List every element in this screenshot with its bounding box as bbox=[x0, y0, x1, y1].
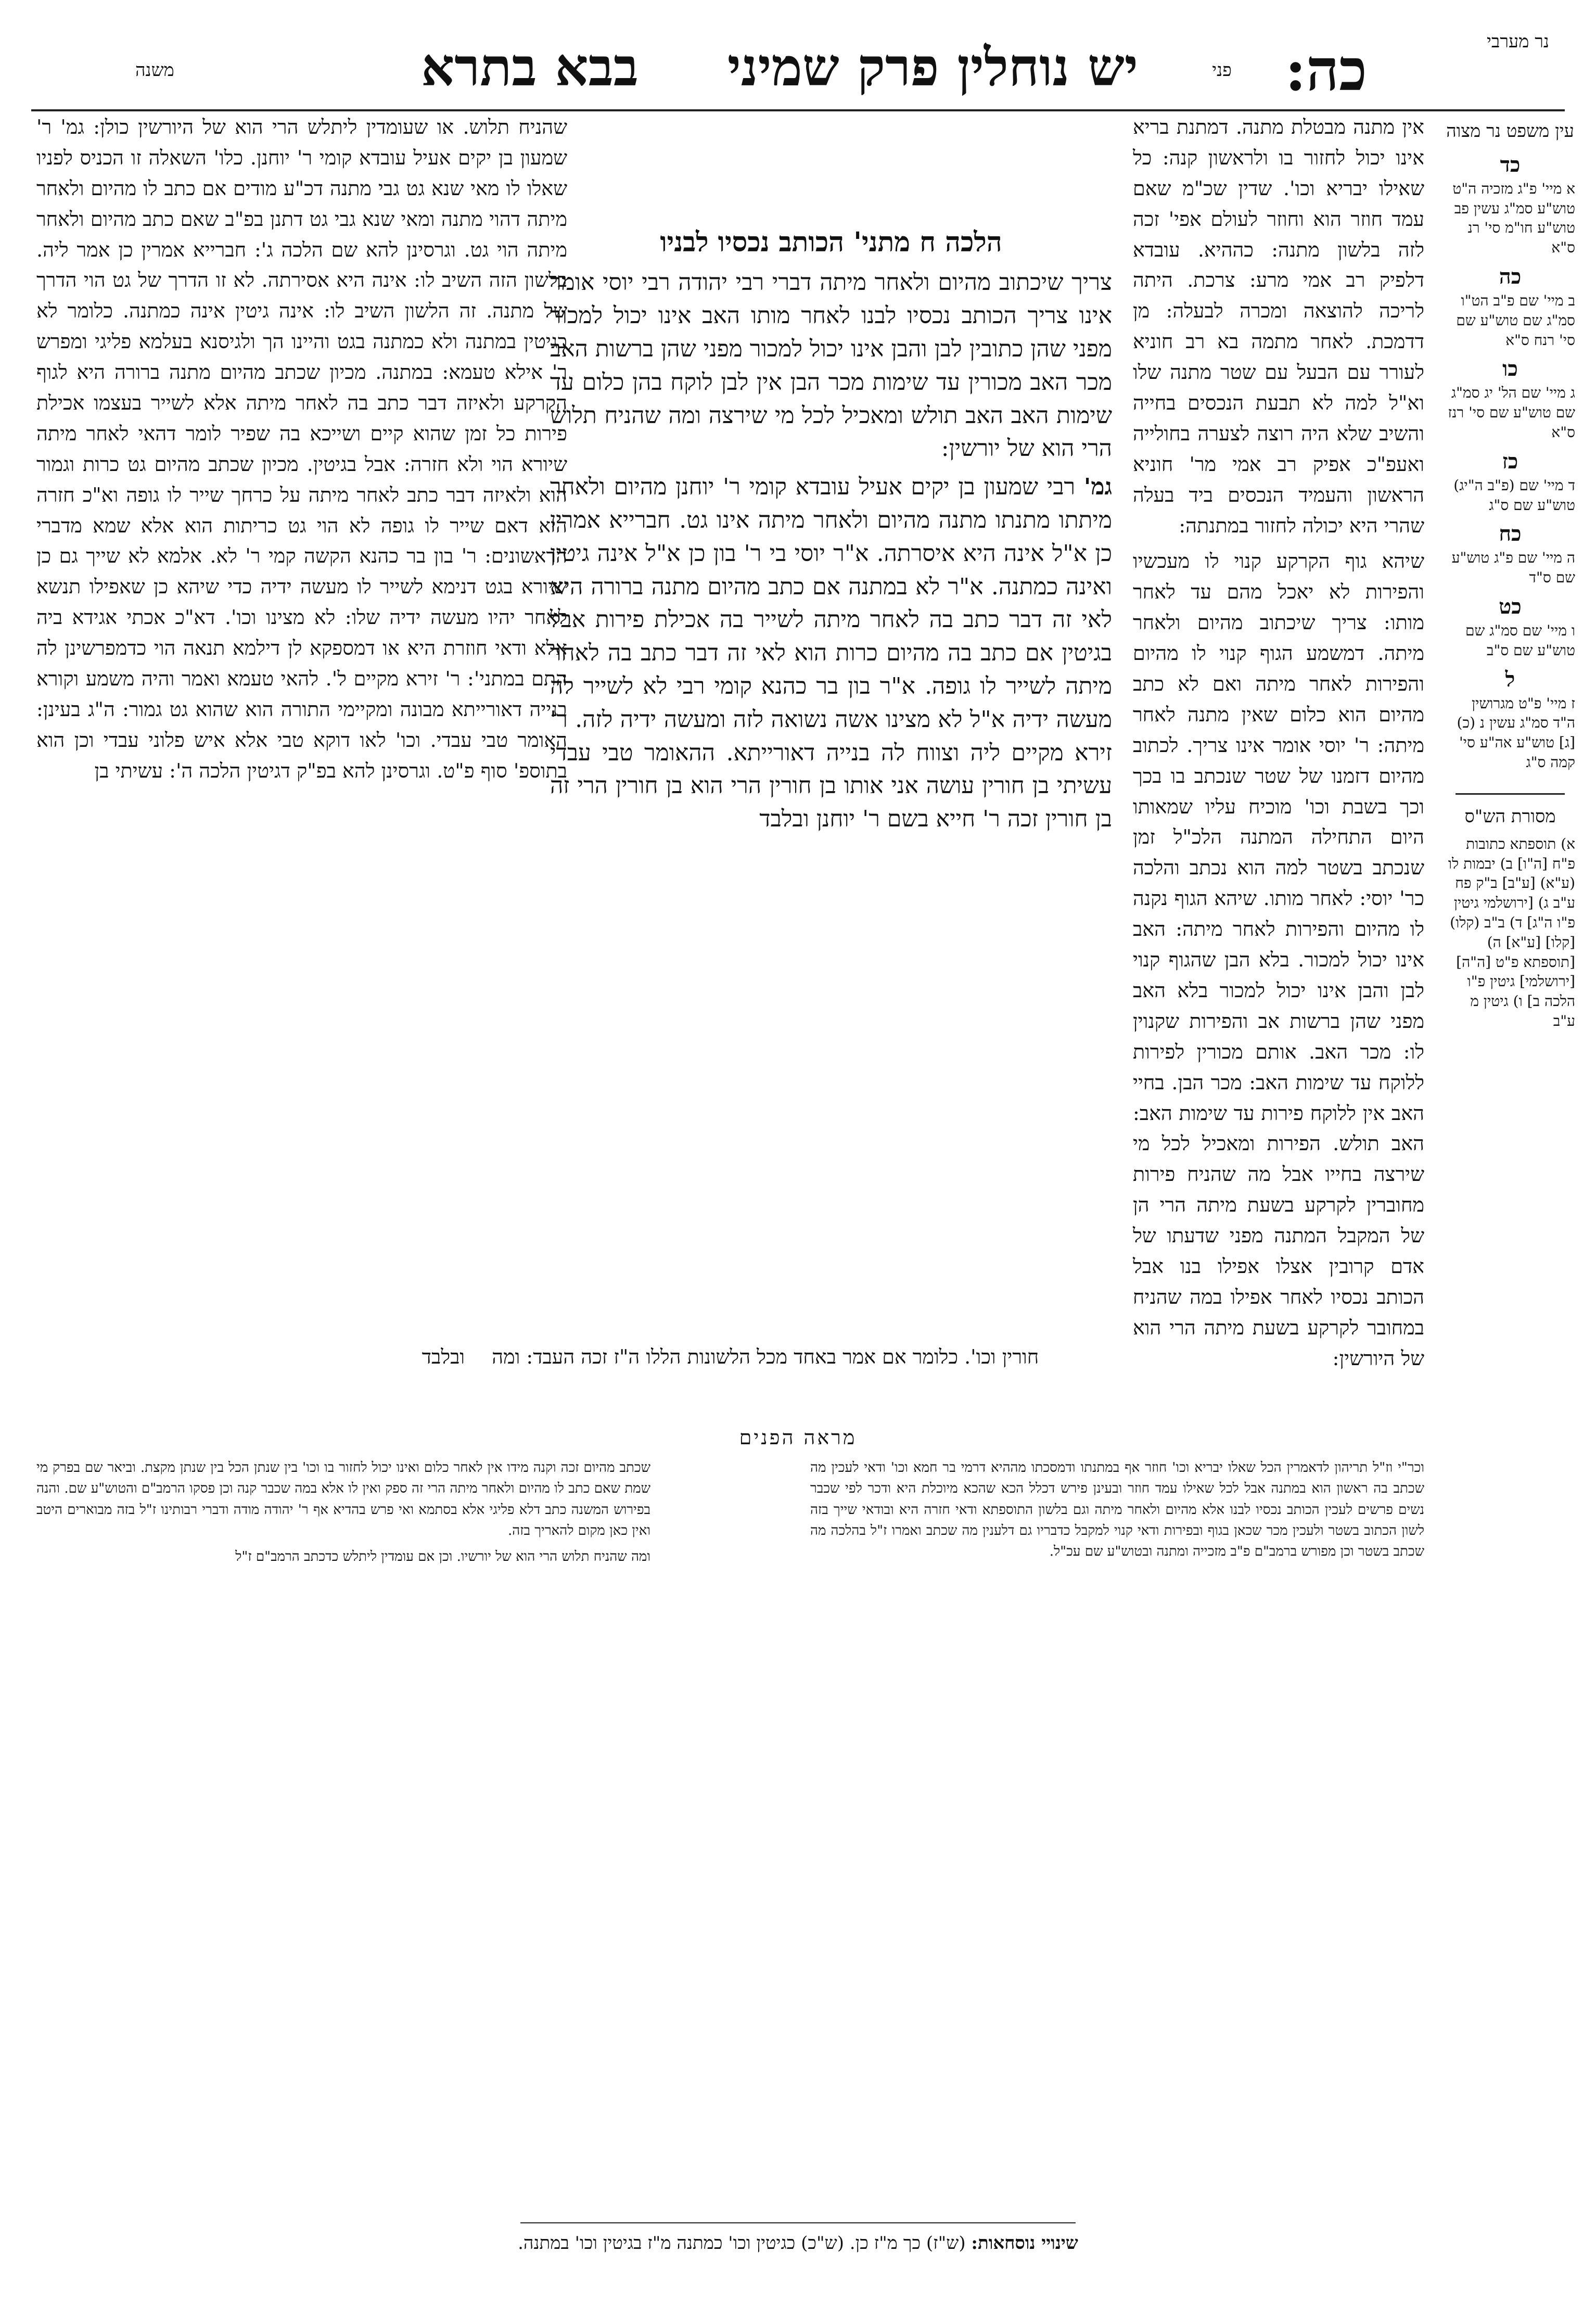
section-number: כו bbox=[1502, 357, 1518, 381]
page-header bbox=[31, 21, 1565, 120]
section-text: ד מיי' שם (פ"ב ה"יג) טוש"ע שם ס"ג bbox=[1453, 476, 1575, 514]
daf-number: כה: bbox=[1285, 36, 1367, 104]
section-number: ל bbox=[1505, 667, 1515, 692]
section-text: ג מיי' שם הל' יג סמ"ג שם טוש"ע שם סי' רנז ס"א bbox=[1448, 384, 1575, 441]
continuation-line bbox=[36, 1345, 1424, 1377]
lower-commentary-left bbox=[36, 1457, 650, 2134]
left-commentary-text: שהניח תלוש. או שעומדין ליתלש הרי הוא של היורשין כולן: גמ' ר' שמעון בן יקים אעיל עובדא קומי ר' יוחנן. כלו' השאלה זו הכניס לפניו שאלו לו מאי שנא גט גבי מתנה דכ"ע מודים אם כתב לו מהיום ולאחר מיתה דהוי מתנה ומאי שנא גבי גט דתנן בפ"ב שאם כתב מהיום ולאחר מיתה הוי גט. וגרסינן להא שם הלכה ג': חברייא אמרין כן אמר ליה. בלשון הזה השיב לו: אינה היא אסירתה. לא זו הדרך של גט הוי הדרך של מתנה. זה הלשון השיב לו: אינה גיטין אינה כמתנה. כלומר לא כגיטין במתנה ולא כמתנה בגט והיינו הך ולגיסנא בעלמא פליגי ומפרש ר' אילא טעמא: במתנה. מכיון שכתב מהיום מתנה ברורה היא לגוף הקרקע ולאיזה דבר כתב בה לאחר מיתה אלא לשייר בעצמו אכילת פירות כל זמן שהוא קיים ושייכא בה שפיר לומר דהאי לאחר מיתה שיורא הוי ולא חזרה: אבל בגיטין. מכיון שכתב מהיום גט כרות וגמור הוא ולאיזה דבר כתב לאחר מיתה על כרחך שייר לו גופה וא"כ חזרה היא דאם שייר לו גופה לא הוי גט כריתות הוא אלא שמא מדברי הראשונים: ר' בון בר כהנא הקשה קמי ר' לא. אלמא לא שייך גם כן שיורא בגט דנימא לשייר לו מעשה ידיה כדי שיהא כן שאפילו תנשא לאחר יהיו מעשה ידיה שלו: לא מצינו וכו'. דא"כ אכתי אגידא ביה אלא ודאי חוזרת היא או דמספקא לן דילמא תנאה הוי כדמפרשינן לה התם במתני': ר' זירא מקיים ל'. להאי טעמא ואמר והיה משמע וקורא בנייה דאורייתא מבונה ומקיימי התורה הוא שהוא גט גמור: ה"ג בעינן: האומר טבי עבדי. וכו' לאו דוקא טבי אלא איש פלוני עבדי וכן הוא בתוספ' סוף פ"ט. וגרסינן להא בפ"ק דגיטין הלכה ה': עשיתי בן bbox=[36, 116, 568, 782]
textual-variants-footnote bbox=[104, 2233, 1492, 2254]
chapter-title: יש נוחלין פרק שמיני bbox=[727, 36, 1138, 98]
gemara-heading: גמ' bbox=[1083, 474, 1112, 501]
mishna-text: צריך שיכתוב מהיום ולאחר מיתה דברי רבי יהודה רבי יוסי אומר אינו צריך הכותב נכסיו לבנו לאחר מותו האב אינו יכול למכור מפני שהן כתובין לבן והבן אינו יכול למכור מפני שהן ברשות האב מכר האב מכורין עד שימות מכר הבן אין לבן לוקח בהן כלום עד שימות האב האב תולש ומאכיל לכל מי שירצה ומה שהניח תלוש הרי הוא של יורשין: bbox=[550, 269, 1112, 462]
header-rule bbox=[31, 109, 1565, 111]
right-commentary-text: שיהא גוף הקרקע קנוי לו מעכשיו והפירות לא יאכל מהם עד לאחר מותו: צריך שיכתוב מהיום ולאחר מיתה. דמשמע הגוף קנוי לו מהיום והפירות לאחר מיתה ואם לא כתב מהיום הוא כלום שאין מתנה לאחר מיתה: ר' יוסי אומר אינו צריך. לכתוב מהיום דזמנו של שטר שנכתב בו בכך וכך בשבת וכו' מוכיח עליו שמאותו היום התחילה המתנה הלכ"ל זמן שנכתב בשטר למה הוא נכתב והלכה כר' יוסי: לאחר מותו. שיהא הגוף נקנה לו מהיום והפירות לאחר מיתה: האב אינו יכול למכור. בלא הבן שהגוף קנוי לבן והבן אינו יכול למכור בלא האב מפני שהן ברשות אב והפירות שקנוין לו: מכר האב. אותם מכורין לפירות ללוקח עד שימות האב: מכר הבן. בחיי האב אין ללוקח פירות עד שימות האב: האב תולש. הפירות ומאכיל לכל מי שירצה בחייו אבל מה שהניח פירות מחוברין לקרקע בשעת מיתה הרי הן של המקבל המתנה מפני שדעתו של אדם קרובין אצלו אפילו בנו אבל הכותב נכסיו לאחר אפילו במה שהניח במחובר לקרקע בשעת מיתה הרי הוא של היורשין: bbox=[1133, 550, 1424, 1370]
footnote-label: שינויי נוסחאות: bbox=[971, 2233, 1078, 2254]
sidebar-sections bbox=[1445, 151, 1575, 772]
sidebar-section bbox=[1445, 520, 1575, 588]
sidebar-top-label: נר מערבי bbox=[1487, 31, 1549, 52]
masoret-text: א) תוספתא כתובות פ"ח [ה"ו] ב) יבמות לו (ע"א) [ע"ב] ב"ק פח ע"ב ג) [ירושלמי גיטין פ"ו ה"ג] ד) ב"ב (קלו) [קלו] [ע"א] ה) [תוספתא פ"ט [ה"ה] [ירושלמי] גיטין פ"ו הלכה ב] ו) גיטין מ ע"ב bbox=[1448, 835, 1575, 1029]
sidebar-title: עין משפט נר מצוה bbox=[1446, 121, 1574, 142]
section-number: כח bbox=[1499, 521, 1522, 546]
section-text: א מיי' פ"ג מזכיה ה"ט טוש"ע סמ"ג עשין פב טוש"ע חו"מ סי' רנ ס"א bbox=[1452, 180, 1575, 257]
section-number: כז bbox=[1502, 449, 1518, 474]
amud-label: פני bbox=[1212, 60, 1232, 81]
section-text: ב מיי' שם פ"ב הט"ו סמ"ג שם טוש"ע שם סי' רנח ס"א bbox=[1456, 292, 1575, 349]
lower-left-text: שכתב מהיום זכה וקנה מידו אין לאחר כלום ואינו יכול לחזור בו וכו' בין שנתן הכל בין שנתן מקצת. וביאר שם בפרק מי שמת שאם כתב לו מהיום ולאחר מיתה הרי זה ספק ואין לו אלא במה שכבר קנה וכן פסקו הרמב"ם והטוש"ע שם. והנה בפירוש המשנה כתב דלא פליגי אלא בסתמא ואי פרש בהדיא אף ר' יהודה מודה ודברי רבותינו ז"ל בזה מבוארים היטב ואין כאן מקום להאריך בזה. bbox=[36, 1460, 650, 1538]
lower-left-end-text: ומה שהניח תלוש הרי הוא של יורשיו. וכן אם עומדין ליתלש כדכתב הרמב"ם ז"ל bbox=[235, 1549, 650, 1565]
right-commentary-column bbox=[1133, 112, 1424, 1370]
sidebar-section bbox=[1445, 263, 1575, 350]
section-text: ה מיי' שם פ"ג טוש"ע שם ס"ד bbox=[1451, 549, 1575, 587]
sidebar-section bbox=[1445, 448, 1575, 515]
masoret-title: מסורת הש"ס bbox=[1464, 806, 1556, 827]
section-number: כד bbox=[1500, 152, 1521, 177]
continuation-end-word: ובלבד bbox=[422, 1345, 465, 1368]
continuation-text: חורין וכו'. כלומר אם אמר באחד מכל הלשונות הללו ה"ז זכה העבד: ומה bbox=[492, 1345, 1039, 1368]
commentary-label: משנה bbox=[135, 60, 174, 81]
main-text-column bbox=[550, 219, 1112, 1327]
sidebar-section bbox=[1445, 666, 1575, 772]
section-text: ז מיי' פ"ט מגרושין ה"ד סמ"ג עשין נ (כ) [ג] טוש"ע אה"ע סי' קמה ס"ג bbox=[1457, 694, 1575, 771]
footnote-rule bbox=[520, 2222, 1076, 2223]
gemara-text: רבי שמעון בן יקים אעיל עובדא קומי ר' יוחנן מהיום ולאחר מיתתו מתנתו מתנה מהיום ולאחר מיתה אינו גט. חברייא אמרין כן א"ל אינה היא איסרתה. א"ר יוסי בי ר' בון כן א"ל אינה גיטין ואינה כמתנה. א"ר לא במתנה אם כתב מהיום מתנה ברורה היא לאי זה דבר כתב בה לאחר מיתה לשייר בה אכילת פירות אבל בגיטין אם כתב בה מהיום כרות הוא לאי זה דבר כתב בה לאחר מיתה לשייר לו גופה. א"ר בון בר כהנא קומי רבי לא לשייר לה מעשה ידיה א"ל לא מצינו אשה נשואה לזה ומעשה ידיה לזה. ר' זירא מקיים ליה וצווח לה בנייה דאורייתא. ההאומר טבי עבדי עשיתי בן חורין עושה אני אותו בן חורין הרי הוא בן חורין הרי זה בן חורין זכה ר' חייא בשם ר' יוחנן ובלבד bbox=[550, 474, 1112, 833]
marei-hapanim-title: מראה הפנים bbox=[739, 1426, 857, 1449]
section-number: כה bbox=[1499, 264, 1522, 289]
footnote-text: (ש"ז) כך מ"ז כן. (ש"כ) כגיטין וכו' כמתנה מ"ז בגיטין וכו' במתנה. bbox=[518, 2233, 966, 2254]
tractate-title: בבא בתרא bbox=[421, 36, 639, 98]
mishna-heading: הלכה ח מתני' הכותב נכסיו לבניו bbox=[660, 226, 1002, 258]
sidebar-divider bbox=[1455, 793, 1565, 795]
ein-mishpat-sidebar bbox=[1445, 120, 1575, 1366]
lower-commentary-right bbox=[810, 1457, 1424, 2134]
gemara-paragraph bbox=[550, 470, 1112, 836]
sidebar-section bbox=[1445, 593, 1575, 660]
right-commentary-top: אין מתנה מבטלת מתנה. דמתנת בריא אינו יכול לחזור בו ולראשון קנה: כל שאילו יבריא וכו'. שדין שכ"מ שאם עמד חוזר הוא וחוזר לעולם אפי' זכה לזה בלשון מתנה: כההיא. עובדא דלפיק רב אמי מרע: צרכת. היתה לריכה להוצאה ומכרה לבעלה: מן דדמכת. לאחר מתמה בא רב חוניא לעורר עם הבעל עם שטר מתנה שלו וא"ל למה לא תבעת הנכסים בחייה והשיב שלא היה רוצה לצערה בחולייה ואעפ"כ אפיק רב אמי מר' חוניא הראשון והעמיד הנכסים ביד בעלה שהרי היא יכולה לחזור במתנתה: bbox=[1133, 116, 1424, 537]
sidebar-section bbox=[1445, 151, 1575, 258]
sidebar-section bbox=[1445, 355, 1575, 442]
section-text: ו מיי' שם סמ"ג שם טוש"ע שם ס"ב bbox=[1465, 622, 1575, 659]
lower-right-text: וכר"י וז"ל תריהון לדאמרין הכל שאלו יבריא וכו' חוזר אף במתנתו ודמסכתו מההיא דרמי בר חמא וכו' ודאי לעכין מה שכתב בה ראשון הוא במתנה אבל לכל שאילו עמד חוזר ובעינן פירש דכלל הכא שהכא מיוכלת היא ודכר לפי שכבר נשים פרשים לעכין הכותב נכסיו לבנו אלא מהיום ולאחר מיתה וגם בלשון התוספתא ודאי חזרה היא ובודאי שייך בזה לשון הכתוב בשטר ולעכין מכר שכאן בגוף ובפירות ודאי קנוי למקבל כדבריו גם דלענין מה שכתב ואמרו ז"ל בהלכה מה שכתב בשטר וכן מפורש ברמב"ם פ"ב מזכייה ומתנה ובטוש"ע שם עכ"ל. bbox=[810, 1460, 1424, 1560]
section-number: כט bbox=[1499, 594, 1522, 619]
left-commentary-column bbox=[36, 112, 567, 1340]
